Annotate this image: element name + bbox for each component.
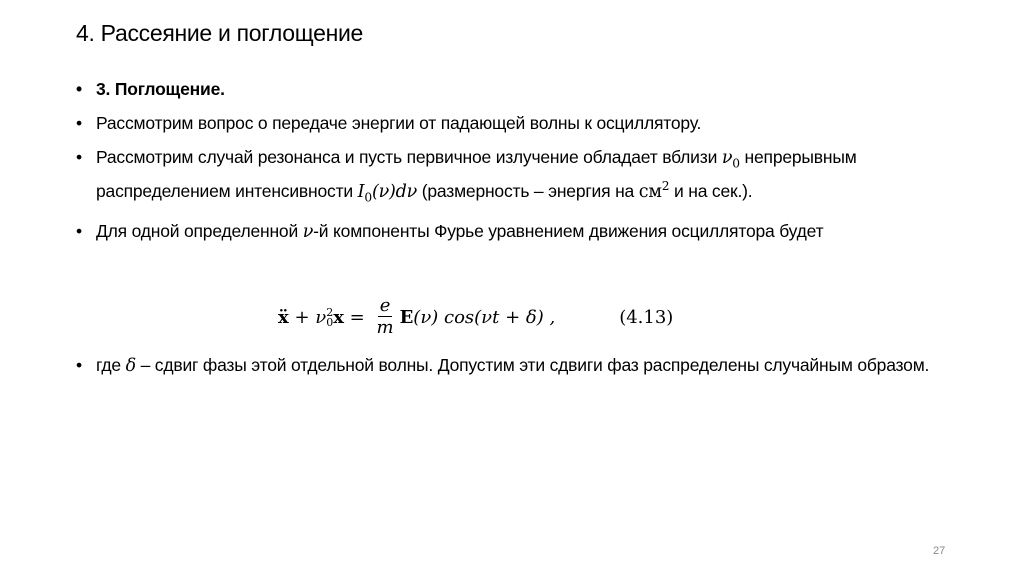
math-delta: δ	[125, 356, 136, 376]
math-xddot: ẍ	[278, 307, 289, 328]
bullet-energy-transfer: • Рассмотрим вопрос о передаче энергии от падающей волны к осциллятору.	[76, 112, 936, 134]
fraction-numerator: e	[379, 295, 391, 316]
text: Для одной определенной	[96, 220, 303, 241]
bullet-fourier	[76, 220, 936, 243]
text: -й компоненты Фурье уравнением движения осциллятора будет	[313, 220, 824, 241]
math-sup: 2	[661, 178, 670, 193]
fraction-denominator: m	[376, 317, 394, 338]
math-op: =	[343, 307, 371, 328]
text: и на сек.).	[669, 180, 753, 201]
math-cm: см	[638, 181, 662, 202]
equation-4-13	[278, 296, 673, 339]
text: где	[96, 355, 126, 375]
text: – сдвиг фазы этой отдельной волны. Допустим эти сдвиги фаз распределены случайным образом.	[135, 355, 930, 375]
math-nu: ν	[315, 307, 327, 328]
page-number: 27	[933, 545, 946, 557]
math-sub: 0	[732, 156, 740, 171]
equation-number: (4.13)	[619, 307, 674, 328]
text: Рассмотрим случай резонанса и пусть первичное излучение обладает вблизи	[96, 147, 722, 167]
math-sub: 0	[364, 189, 372, 204]
math-I: I	[357, 181, 365, 202]
math-nu: ν	[721, 148, 733, 168]
math-E-arg: (ν) cos(νt + δ) ,	[413, 307, 556, 328]
math-arg: (ν)dν	[371, 181, 418, 202]
math-E: E	[399, 307, 414, 328]
bullet-resonance	[76, 146, 936, 208]
math-x: x	[333, 307, 344, 328]
math-sub: 0	[326, 315, 334, 329]
math-nu: ν	[302, 221, 314, 242]
slide-title: 4. Рассеяние и поглощение	[76, 20, 364, 46]
bullet-phase-shift	[76, 354, 956, 377]
math-sup: 2	[326, 305, 334, 319]
math-fraction	[376, 296, 393, 339]
math-subsup	[326, 305, 334, 329]
slide-content	[76, 78, 936, 255]
text: непрерывным распределением интенсивности	[96, 147, 857, 201]
math-op: +	[288, 307, 316, 328]
text: (размерность – энергия на	[417, 180, 639, 201]
bullet-absorption-heading: • 3. Поглощение.	[76, 78, 936, 100]
